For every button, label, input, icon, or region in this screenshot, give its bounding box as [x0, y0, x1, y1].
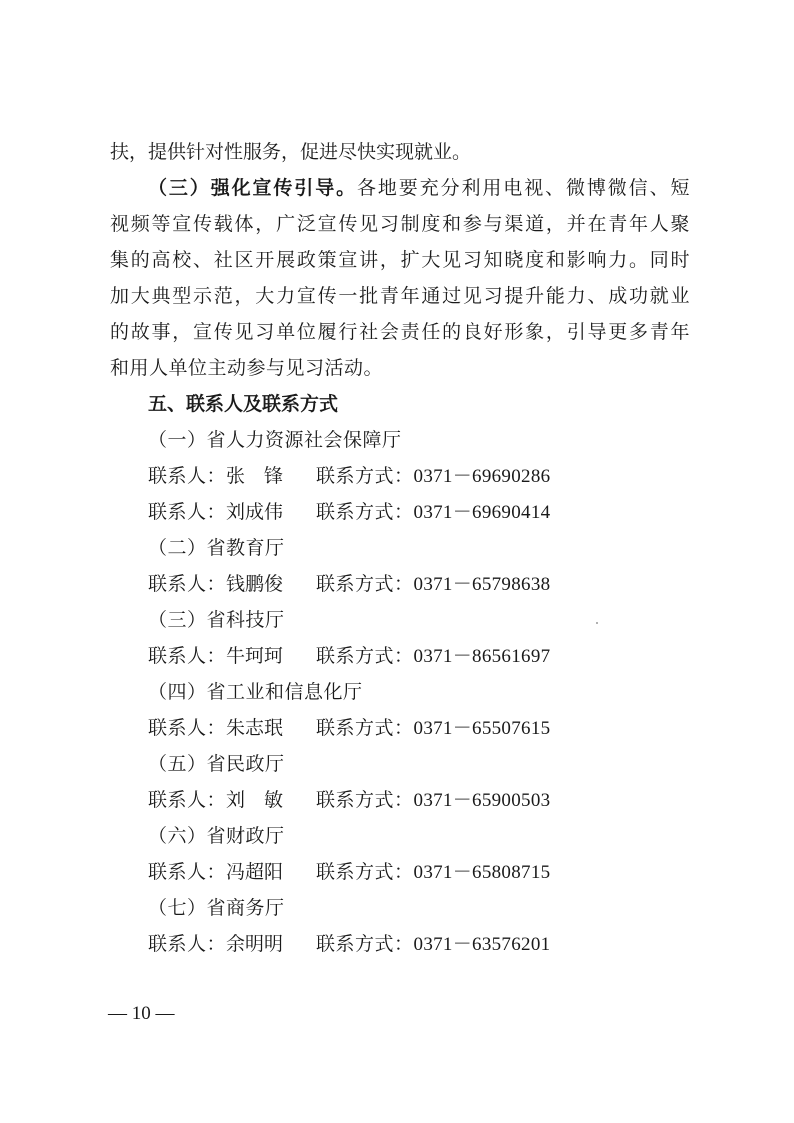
contact-name: 刘 敏	[226, 789, 284, 811]
contact-label: 联系人：	[148, 789, 227, 811]
contact-name: 牛珂珂	[226, 645, 284, 667]
contact-label: 联系人：	[148, 861, 227, 883]
department-title: （二）省教育厅	[148, 537, 285, 559]
contact-label: 联系人：	[148, 717, 227, 739]
contact-name: 钱鹏俊	[226, 573, 284, 595]
method-label: 联系方式：	[316, 501, 414, 523]
contact-row	[148, 716, 550, 741]
department-title: （一）省人力资源社会保障厅	[148, 429, 402, 451]
department-title: （四）省工业和信息化厅	[148, 681, 363, 703]
method-label: 联系方式：	[316, 789, 414, 811]
paragraph-line	[148, 176, 690, 200]
contact-label: 联系人：	[148, 573, 227, 595]
contact-row	[148, 932, 550, 957]
scan-speck	[596, 622, 598, 624]
paragraph-line: 加大典型示范，大力宣传一批青年通过见习提升能力、成功就业	[110, 285, 690, 307]
paragraph-line: 集的高校、社区开展政策宣讲，扩大见习知晓度和影响力。同时	[110, 249, 690, 271]
contact-name: 刘成伟	[226, 501, 284, 523]
paragraph-line: 和用人单位主动参与见习活动。	[110, 357, 384, 379]
method-label: 联系方式：	[316, 861, 414, 883]
contact-label: 联系人：	[148, 933, 227, 955]
method-label: 联系方式：	[316, 645, 414, 667]
method-label: 联系方式：	[316, 933, 414, 955]
contact-name: 冯超阳	[226, 861, 284, 883]
paragraph-line: 的故事，宣传见习单位履行社会责任的良好形象，引导更多青年	[110, 321, 690, 343]
contact-phone: 0371－69690414	[413, 502, 551, 523]
method-label: 联系方式：	[316, 573, 414, 595]
paragraph-line: 扶，提供针对性服务，促进尽快实现就业。	[110, 141, 472, 163]
contact-label: 联系人：	[148, 645, 227, 667]
department-title: （五）省民政厅	[148, 753, 285, 775]
paragraph-text: 各地要充分利用电视、微博微信、短	[357, 177, 690, 199]
contact-row	[148, 464, 550, 489]
subheading: （三）强化宣传引导。	[148, 177, 357, 199]
contact-row	[148, 500, 550, 525]
contact-row	[148, 860, 550, 885]
contact-phone: 0371－86561697	[413, 646, 551, 667]
contact-name: 张 锋	[226, 465, 284, 487]
department-title: （三）省科技厅	[148, 609, 285, 631]
paragraph-line: 视频等宣传载体，广泛宣传见习制度和参与渠道，并在青年人聚	[110, 213, 690, 235]
contact-row	[148, 572, 550, 597]
contact-label: 联系人：	[148, 465, 227, 487]
department-title: （六）省财政厅	[148, 825, 285, 847]
page-number: — 10 —	[108, 1003, 175, 1024]
contact-name: 朱志珉	[226, 717, 284, 739]
method-label: 联系方式：	[316, 717, 414, 739]
contact-phone: 0371－65507615	[413, 718, 551, 739]
section-title: 五、联系人及联系方式	[148, 393, 339, 415]
contact-phone: 0371－69690286	[413, 466, 551, 487]
contact-phone: 0371－65798638	[413, 574, 551, 595]
contact-phone: 0371－63576201	[413, 934, 551, 955]
contact-label: 联系人：	[148, 501, 227, 523]
contact-row	[148, 788, 550, 813]
department-title: （七）省商务厅	[148, 897, 285, 919]
contact-name: 余明明	[226, 933, 284, 955]
contact-row	[148, 644, 550, 669]
contact-phone: 0371－65900503	[413, 790, 551, 811]
contact-phone: 0371－65808715	[413, 862, 551, 883]
method-label: 联系方式：	[316, 465, 414, 487]
